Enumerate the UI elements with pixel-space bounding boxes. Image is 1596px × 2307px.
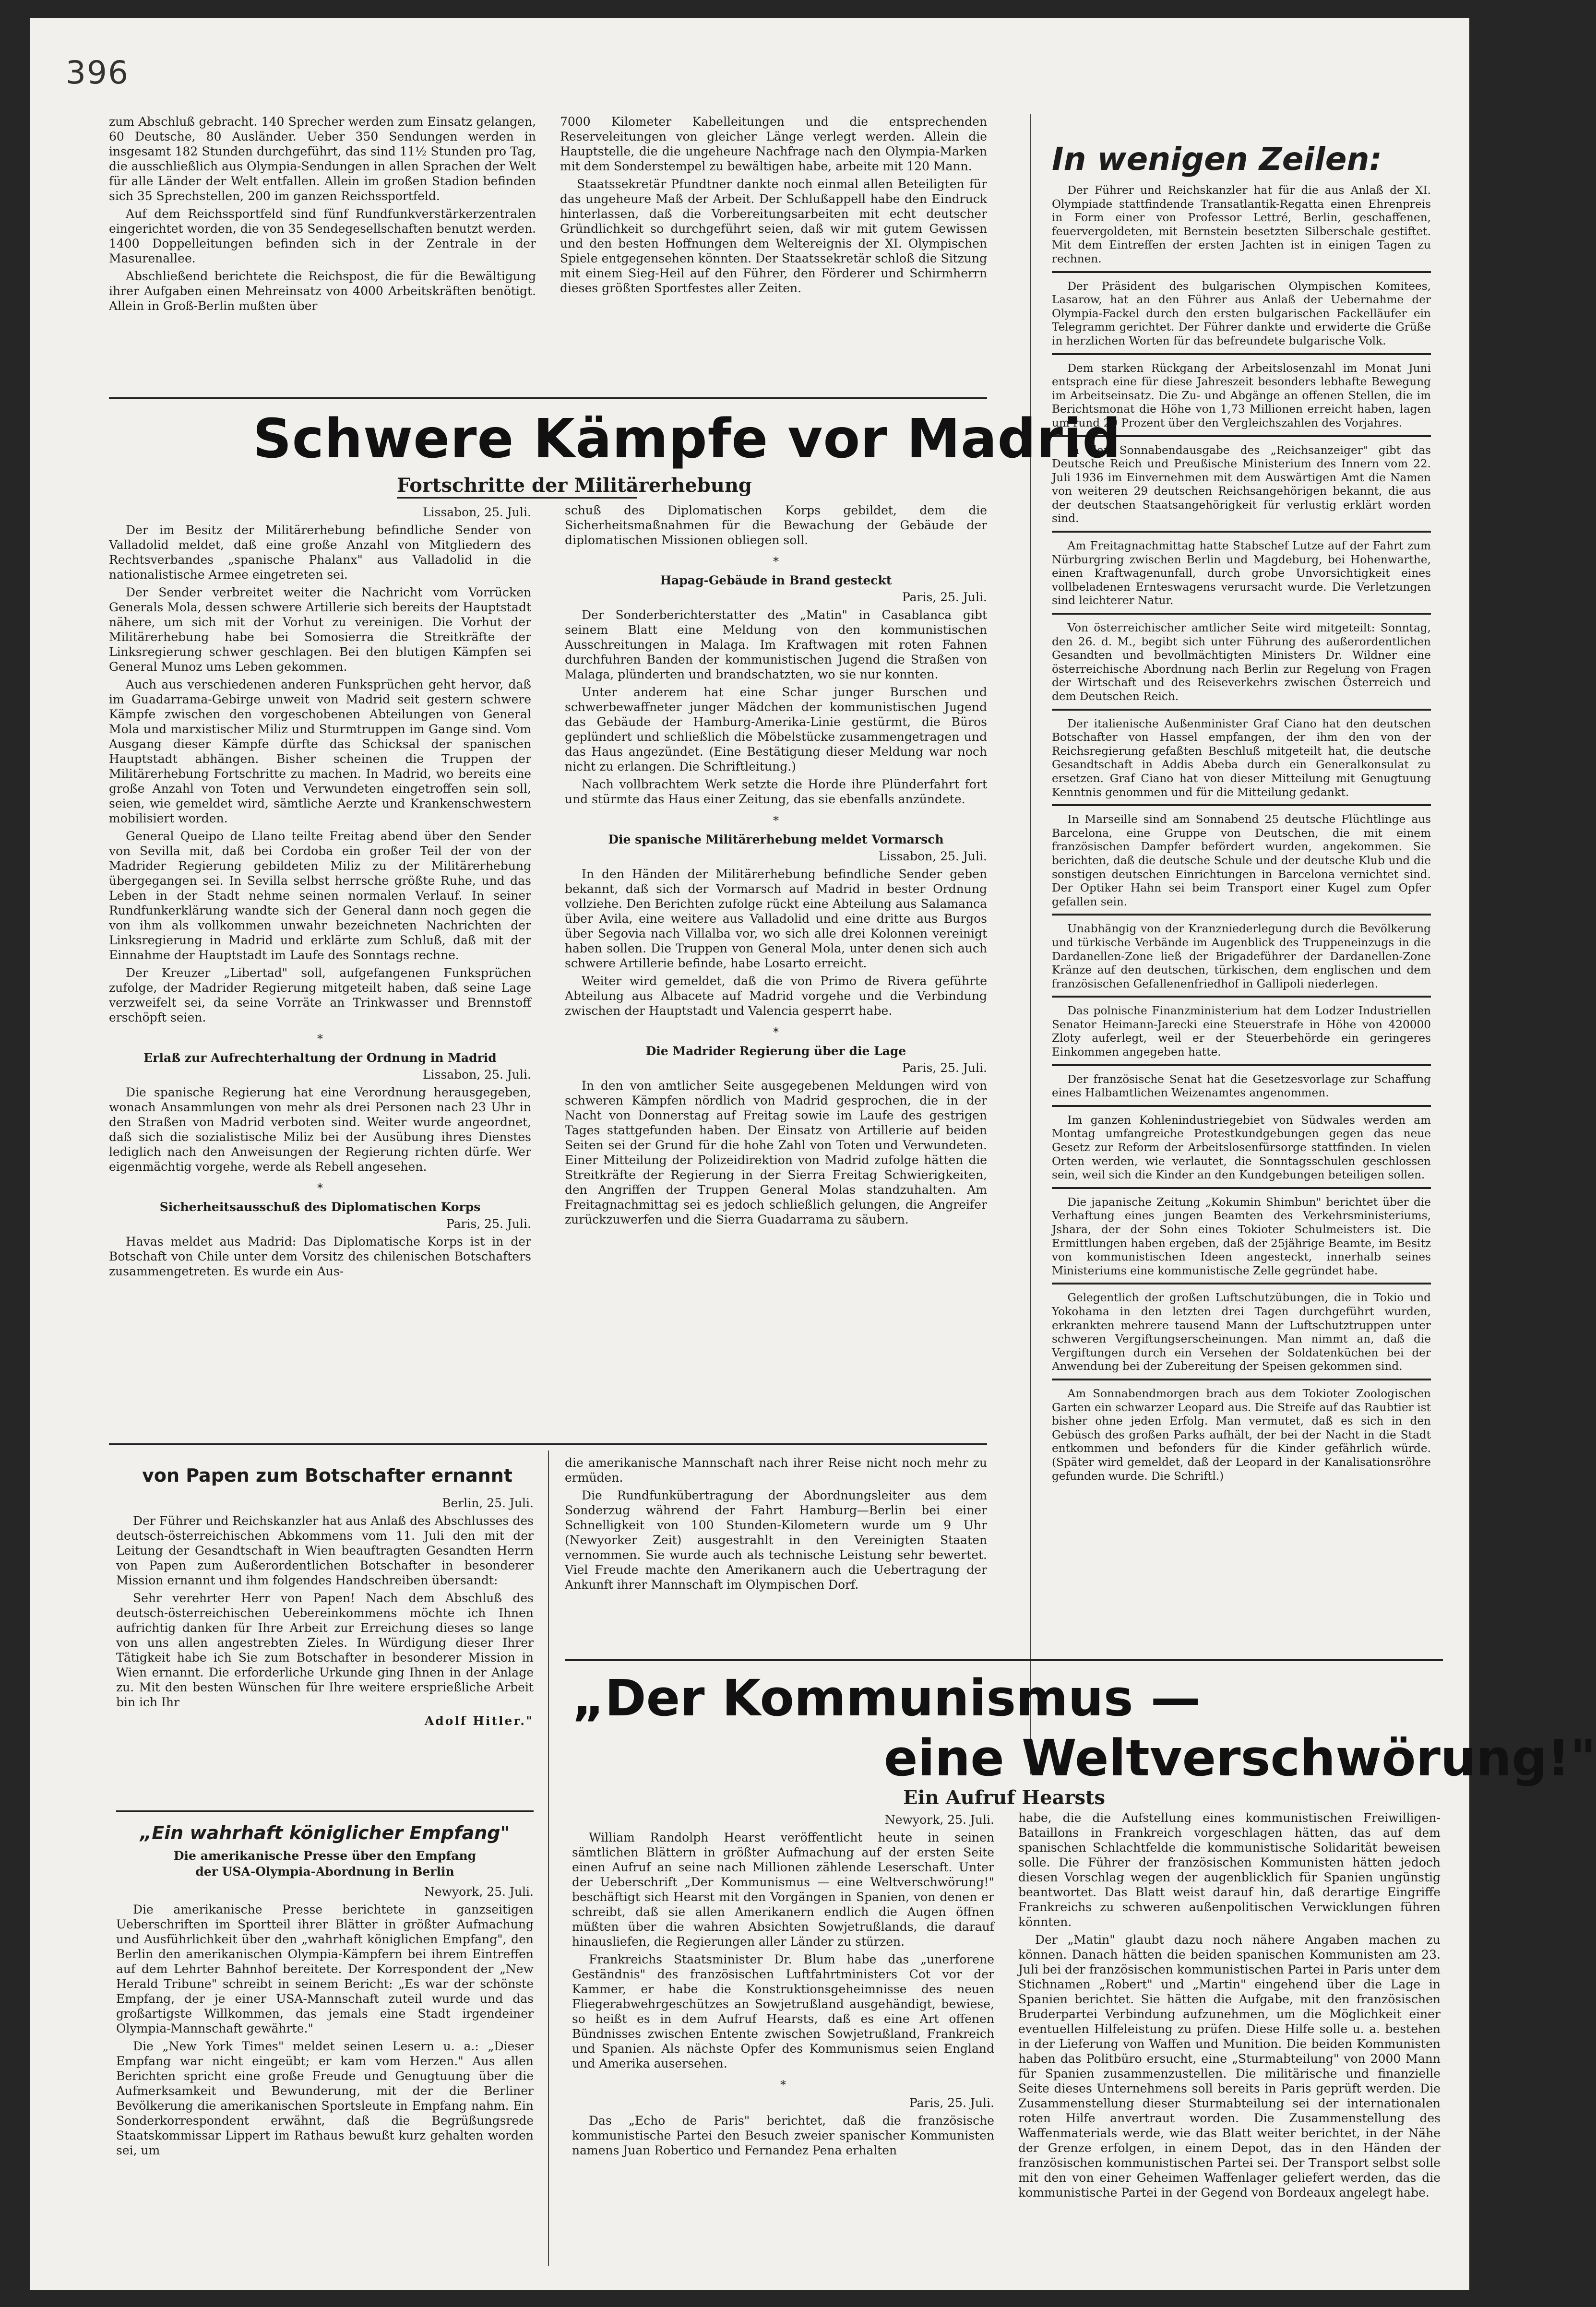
paragraph: Sehr verehrter Herr von Papen! Nach dem Abschluß des deutsch-österreichischen Uebereinkommens möchte ich Ihnen aufrichtig danken für Ihre Arbeit zur Erreichung dieses so lange von uns allen angestrebten Zieles. In Würdigung dieser Ihrer Tätigkeit habe ich Sie zum Botschafter in besonderer Mission in Wien ernannt. Die erforderliche Urkunde ging Ihnen in der Anlage zu. Mit den besten Wünschen für Ihre weitere ersprießliche Arbeit bin ich Ihr	[116, 1591, 534, 1709]
subheading: Erlaß zur Aufrechterhaltung der Ordnung in Madrid	[143, 1051, 497, 1065]
paragraph: Nach vollbrachtem Werk setzte die Horde ihre Plünderfahrt fort und stürmte das Haus einer Zeitung, das sie ebenfalls anzündete.	[565, 777, 987, 806]
paragraph: Der Führer und Reichskanzler hat für die aus Anlaß der XI. Olympiade stattfindende Transatlantik-Regatta einen Ehrenpreis in Form einer von Professor Lettré, Berlin, geschaffenen, feuervergoldeten, mit Bernstein besetzten Silberschale gestiftet. Mit dem Eintreffen der ersten Jachten ist in einigen Tagen zu rechnen.	[1052, 184, 1431, 265]
item-divider	[1052, 271, 1431, 273]
top-middle-column	[560, 114, 987, 298]
separator-asterisk: *	[773, 1025, 779, 1039]
item-divider	[1052, 1283, 1431, 1284]
paragraph: Der Sonderberichterstatter des „Matin" in Casablanca gibt seinem Blatt eine Meldung von den kommunistischen Ausschreitungen in Malaga. Im Kraftwagen mit roten Fahnen durchfuhren Banden der kommunistischen Jugend die Straßen von Malaga, plünderten und brandschatzten, wo sie nur konnten.	[565, 608, 987, 681]
subtitle-underline	[397, 497, 637, 499]
paragraph: In der Sonnabendausgabe des „Reichsanzeiger" gibt das Deutsche Reich und Preußische Ministerium des Innern vom 22. Juli 1936 im Einvernehmen mit dem Auswärtigen Amt die Namen von weiteren 29 deutschen Reichsangehörigen bekannt, die aus der deutschen Staatsangehörigkeit für verlustig erklärt worden sind.	[1052, 443, 1431, 525]
paragraph: Am Freitagnachmittag hatte Stabschef Lutze auf der Fahrt zum Nürburgring zwischen Berlin und Magdeburg, bei Hohenwarthe, einen Kraftwagenunfall, durch grobe Unvorsichtigkeit eines vollbeladenen Ernteswagens verursacht wurde. Die Verletzungen sind leichterer Natur.	[1052, 539, 1431, 607]
paragraph: habe, die die Aufstellung eines kommunistischen Freiwilligen-Bataillons in Frankreich vorgeschlagen hätten, das auf dem spanischen Schlachtfelde die kommunistische Solidarität beweisen solle. Die Führer der französischen Kommunisten hätten jedoch diesen Vorschlag wegen der augenblicklich für Spanien ungünstig beantwortet. Das Blatt weist darauf hin, daß derartige Eingriffe Frankreichs zu schweren außenpolitischen Verwicklungen führen könnten.	[1018, 1811, 1441, 1929]
paragraph: Der Präsident des bulgarischen Olympischen Komitees, Lasarow, hat an den Führer aus Anlaß der Uebernahme der Olympia-Fackel durch den ersten bulgarischen Fackelläufer ein Telegramm gerichtet. Der Führer dankte und erwiderte die Grüße in herzlichen Worten für das befreundete bulgarische Volk.	[1052, 279, 1431, 347]
column-divider	[548, 1451, 549, 2266]
item-divider	[1052, 1105, 1431, 1107]
empfang-column	[116, 1882, 534, 2161]
paragraph: Der im Besitz der Militärerhebung befindliche Sender von Valladolid meldet, daß eine große Anzahl von Mitgliedern des Rechtsverbandes „spanische Phalanx" aus Valladolid in die nationalistische Armee eingetreten sei.	[109, 523, 531, 582]
paragraph: Dem starken Rückgang der Arbeitslosenzahl im Monat Juni entsprach eine für diese Jahreszeit besonders lebhafte Bewegung im Arbeitseinsatz. Die Zu- und Abgänge an offenen Stellen, die im Berichtsmonat die Höhe von 1,73 Millionen erreicht haben, lagen um rund 20 Prozent über den Vergleichszahlen des Vorjahres.	[1052, 361, 1431, 429]
madrid-subtitle: Fortschritte der Militärerhebung	[397, 474, 752, 497]
paragraph: schuß des Diplomatischen Korps gebildet, dem die Sicherheitsmaßnahmen für die Bewachung der Gebäude der diplomatischen Missionen obliegen soll.	[565, 503, 987, 547]
papen-continuation	[565, 1455, 987, 1595]
dateline: Paris, 25. Juli.	[902, 1061, 987, 1075]
madrid-column-1	[109, 503, 531, 1282]
dateline: Berlin, 25. Juli.	[442, 1496, 534, 1510]
paragraph: die amerikanische Mannschaft nach ihrer Reise nicht noch mehr zu ermüden.	[565, 1456, 987, 1485]
item-divider	[1052, 353, 1431, 355]
paragraph: Abschließend berichtete die Reichspost, die für die Bewältigung ihrer Aufgaben einen Mehreinsatz von 4000 Arbeitskräften benötigt. Allein in Groß-Berlin mußten über	[109, 269, 536, 313]
dateline: Lissabon, 25. Juli.	[879, 849, 987, 863]
separator-asterisk: *	[773, 814, 779, 827]
item-divider	[1052, 613, 1431, 615]
item-divider	[1052, 531, 1431, 533]
separator-asterisk: *	[773, 555, 779, 568]
kommunismus-column-1	[572, 1810, 994, 2161]
item-divider	[1052, 996, 1431, 998]
paragraph: Die japanische Zeitung „Kokumin Shimbun" berichtet über die Verhaftung eines jungen Beamten des Verkehrsministeriums, Jshara, der der Sohn eines Tokioter Schulmeisters ist. Die Ermittlungen haben ergeben, daß der 25jährige Beamte, im Besitz von kommunistischen Ideen angesteckt, innerhalb seines Ministeriums eine kommunistische Zelle gegründet habe.	[1052, 1195, 1431, 1277]
paragraph: Das polnische Finanzministerium hat dem Lodzer Industriellen Senator Heimann-Jarecki eine Steuerstrafe in Höhe von 420000 Zloty auferlegt, weil er der Steuerbehörde ein geringeres Einkommen angegeben hatte.	[1052, 1004, 1431, 1059]
subheading: Die Madrider Regierung über die Lage	[645, 1044, 906, 1058]
section-rule	[116, 1810, 534, 1812]
separator-asterisk: *	[317, 1181, 323, 1195]
paragraph: Der „Matin" glaubt dazu noch nähere Angaben machen zu können. Danach hätten die beiden spanischen Kommunisten am 23. Juli bei der französischen kommunistischen Partei in Paris unter dem Stichnamen „Robert" und „Martin" eingehend über die Lage in Spanien berichtet. Sie hätten die Aufgabe, mit den französischen Bruderpartei Verbindung aufzunehmen, um die Möglichkeit einer eventuellen Hilfeleistung zu prüfen. Diese Hilfe solle u. a. bestehen in der Lieferung von Waffen und Munition. Die beiden Kommunisten haben das Politbüro ersucht, eine „Sturmabteilung" von 2000 Mann für Spanien zusammenzustellen. Die militärische und finanzielle Seite dieses Unternehmens soll bereits in Paris geprüft werden. Die Zusammenstellung dieser Sturmabteilung sei der internationalen roten Hilfe anvertraut worden. Die Zusammenstellung des Waffenmaterials werde, wie das Blatt weiter berichtet, in der Nähe der Grenze erfolgen, in einem Depot, das in den Händen der französischen kommunistischen Partei sei. Der Transport selbst solle mit den von einer Geheimen Waffenlager geliefert werden, das die kommunistische Partei in der Gegend von Bordeaux angelegt habe.	[1018, 1933, 1441, 2200]
papen-column	[116, 1494, 534, 1728]
paragraph: Weiter wird gemeldet, daß die von Primo de Rivera geführte Abteilung aus Albacete auf Madrid vorgehe und die Verbindung zwischen der Hauptstadt und Valencia gesperrt habe.	[565, 974, 987, 1018]
dateline: Paris, 25. Juli.	[909, 2096, 994, 2110]
zeilen-title: In wenigen Zeilen:	[1052, 141, 1382, 178]
item-divider	[1052, 709, 1431, 711]
paragraph: Havas meldet aus Madrid: Das Diplomatische Korps ist in der Botschaft von Chile unter dem Vorsitz des chilenischen Botschafters zusammengetreten. Es wurde ein Aus-	[109, 1235, 531, 1278]
dateline: Paris, 25. Juli.	[902, 590, 987, 604]
newspaper-page	[30, 18, 1596, 2290]
paragraph: Das „Echo de Paris" berichtet, daß die französische kommunistische Partei den Besuch zweier spanischer Kommunisten namens Juan Robertico und Fernandez Pena erhalten	[572, 2114, 994, 2157]
madrid-column-2	[565, 503, 987, 1230]
section-rule	[109, 1443, 987, 1445]
section-rule	[565, 1659, 1443, 1661]
item-divider	[1052, 914, 1431, 916]
item-divider	[1052, 804, 1431, 806]
kommunismus-subtitle: Ein Aufruf Hearsts	[903, 1786, 1106, 1809]
dateline: Lissabon, 25. Juli.	[423, 505, 531, 519]
signature: Adolf Hitler."	[424, 1714, 534, 1728]
dateline: Lissabon, 25. Juli.	[423, 1068, 531, 1082]
paragraph: Der französische Senat hat die Gesetzesvorlage zur Schaffung eines Halbamtlichen Weizenamtes angenommen.	[1052, 1072, 1431, 1100]
paragraph: Staatssekretär Pfundtner dankte noch einmal allen Beteiligten für das ungeheure Maß der Arbeit. Der Schlußappell habe den Eindruck hinterlassen, daß die Vorbereitungsarbeiten mit echt deutscher Gründlichkeit so durchgeführt seien, daß wir mit gutem Gewissen und den besten Hoffnungen dem Weltereignis der XI. Olympischen Spiele entgegensehen könnten. Der Staatssekretär schloß die Sitzung mit einem Sieg-Heil auf den Führer, den Förderer und Schirmherrn dieses größten Sportfestes aller Zeiten.	[560, 177, 987, 295]
paragraph: Die spanische Regierung hat eine Verordnung herausgegeben, wonach Ansammlungen von mehr als drei Personen nach 23 Uhr in den Straßen von Madrid verboten sind. Weiter wurde angeordnet, daß sich die sozialistische Miliz bei der Ausübung ihres Dienstes lediglich nach den Anweisungen der Regierung richten dürfe. Wer eigenmächtig vorgehe, werde als Rebell angesehen.	[109, 1085, 531, 1174]
paragraph: Von österreichischer amtlicher Seite wird mitgeteilt: Sonntag, den 26. d. M., begibt sich unter Führung des außerordentlichen Gesandten und bevollmächtigten Ministers Dr. Wildner eine österreichische Abordnung nach Berlin zur Regelung von Fragen der Wirtschaft und des Reiseverkehrs zwischen Österreich und dem Deutschen Reich.	[1052, 621, 1431, 703]
paragraph: Im ganzen Kohlenindustriegebiet von Südwales werden am Montag umfangreiche Protestkundgebungen gegen das neue Gesetz zur Reform der Arbeitslosenfürsorge stattfinden. In vielen Orten werden, wie verlautet, die Sonntagsschulen geschlossen sein, weil sich die Kinder an den Kundgebungen beteiligen sollen.	[1052, 1113, 1431, 1182]
paragraph: Gelegentlich der großen Luftschutzübungen, die in Tokio und Yokohama in den letzten drei Tagen durchgeführt wurden, erkrankten mehrere tausend Mann der Luftschutztruppen unter schweren Vergiftungserscheinungen. Man nimmt an, daß die Vergiftungen durch ein Versehen der Soldatenküchen bei der Anwendung bei der Zubereitung der Speisen gekommen sind.	[1052, 1291, 1431, 1373]
empfang-headline: „Ein wahrhaft königlicher Empfang"	[140, 1822, 510, 1843]
subheading: Die spanische Militärerhebung meldet Vormarsch	[608, 832, 944, 846]
paragraph: Unter anderem hat eine Schar junger Burschen und schwerbewaffneter junger Mädchen der kommunistischen Jugend das Gebäude der Hamburg-Amerika-Linie gestürmt, die Büros geplündert und schließlich die Möbelstücke zusammengetragen und das Haus angezündet. (Eine Bestätigung dieser Meldung war noch nicht zu erlangen. Die Schriftleitung.)	[565, 685, 987, 773]
top-left-column	[109, 114, 536, 316]
kommunismus-headline-2: eine Weltverschwörung!"	[884, 1729, 1596, 1787]
empfang-sub1: Die amerikanische Presse über den Empfang	[173, 1849, 476, 1863]
madrid-headline: Schwere Kämpfe vor Madrid	[253, 408, 1121, 470]
column-divider	[1030, 114, 1031, 1774]
paragraph: Der Kreuzer „Libertad" soll, aufgefangenen Funksprüchen zufolge, der Madrider Regierung mitgeteilt haben, daß seine Lage verzweifelt sei, da seine Vorräte an Trinkwasser und Brennstoff erschöpft seien.	[109, 966, 531, 1024]
paragraph: General Queipo de Llano teilte Freitag abend über den Sender von Sevilla mit, daß bei Cordoba ein großer Teil der von der Madrider Regierung gebildeten Miliz zu der Militärerhebung übergegangen sei. In Sevilla selbst herrsche größte Ruhe, und das Leben in der Stadt nehme seinen normalen Verlauf. In seiner Rundfunkerklärung wandte sich der General dann noch gegen die von ihm als vollkommen unwahr bezeichneten Nachrichten der Linksregierung in Madrid und erklärte zum Schluß, daß mit der Einnahme der Hauptstadt im Laufe des Sonntags rechne.	[109, 829, 531, 962]
separator-asterisk: *	[780, 2078, 786, 2092]
dateline: Newyork, 25. Juli.	[884, 1813, 994, 1827]
headline-rule	[109, 397, 987, 399]
paragraph: In den Händen der Militärerhebung befindliche Sender geben bekannt, daß sich der Vormarsch auf Madrid in bester Ordnung vollziehe. Den Berichten zufolge rückt eine Abteilung aus Salamanca über Avila, eine weitere aus Valladolid und eine dritte aus Burgos über Segovia nach Villalba vor, wo sich alle drei Kolonnen vereinigt haben sollen. Die Truppen von General Mola, unter denen sich auch schwere Artillerie befinde, habe Losarto erreicht.	[565, 867, 987, 970]
paragraph: Am Sonnabendmorgen brach aus dem Tokioter Zoologischen Garten ein schwarzer Leopard aus. Die Streife auf das Raubtier ist bisher ohne jeden Erfolg. Man vermutet, daß es sich in den Gebüsch des großen Parks aufhält, der bei der Nacht in die Stadt entkommen und befonders für die Kinder gefährlich würde. (Später wird gemeldet, daß der Leopard in der Kanalisationsröhre gefunden wurde. Die Schriftl.)	[1052, 1387, 1431, 1483]
paragraph: In Marseille sind am Sonnabend 25 deutsche Flüchtlinge aus Barcelona, eine Gruppe von Deutschen, die mit einem französischen Dampfer befördert wurden, angekommen. Sie berichten, daß die deutsche Schule und der deutsche Klub und die sonstigen deutschen Einrichtungen in Barcelona vernichtet sind. Der Optiker Hahn sei beim Transport einer Kugel zum Opfer gefallen sein.	[1052, 813, 1431, 908]
paragraph: Der italienische Außenminister Graf Ciano hat den deutschen Botschafter von Hassel empfangen, der ihm den von der Reichsregierung gefaßten Beschluß mitgeteilt hat, die deutsche Gesandtschaft in Addis Abeba durch ein Generalkonsulat zu ersetzen. Graf Ciano hat von dieser Mitteilung mit Genugtuung Kenntnis genommen und für die Mitteilung gedankt.	[1052, 717, 1431, 799]
kommunismus-headline-1: „Der Kommunismus —	[572, 1669, 1201, 1727]
paragraph: zum Abschluß gebracht. 140 Sprecher werden zum Einsatz gelangen, 60 Deutsche, 80 Ausländer. Ueber 350 Sendungen werden in insgesamt 182 Stunden durchgeführt, das sind 11½ Stunden pro Tag, die ausschließlich aus Olympia-Sendungen in allen Sprachen der Welt für alle Länder der Welt entfallen. Allein im großen Stadion befinden sich 35 Sprechstellen, 200 im ganzen Reichssportfeld.	[109, 115, 536, 203]
item-divider	[1052, 1064, 1431, 1066]
paragraph: William Randolph Hearst veröffentlicht heute in seinen sämtlichen Blättern in größter Aufmachung auf der ersten Seite einen Aufruf an seine nach Millionen zählende Leserschaft. Unter der Ueberschrift „Der Kommunismus — eine Weltverschwörung!" beschäftigt sich Hearst mit den Vorgängen in Spanien, von denen er schreibt, daß sie allen Amerikanern endlich die Augen öffnen müßten über die wahren Absichten Sowjetrußlands, die darauf hinausliefen, die Regierungen aller Länder zu stürzen.	[572, 1831, 994, 1949]
paragraph: Die „New York Times" meldet seinen Lesern u. a.: „Dieser Empfang war nicht eingeübt; er kam vom Herzen." Aus allen Berichten spricht eine große Freude und Genugtuung über die Aufmerksamkeit und Bewunderung, mit der die Berliner Bevölkerung die amerikanischen Sportsleute in Empfang nahm. Ein Sonderkorrespondent erwähnt, daß die Begrüßungsrede Staatskommissar Lippert im Rathaus bewußt kurz gehalten worden sei, um	[116, 2039, 534, 2157]
paragraph: Frankreichs Staatsminister Dr. Blum habe das „unerforene Geständnis" des französischen Luftfahrtministers Cot vor der Kammer, er habe die Konstruktionsgeheimnisse des neuen Fliegerabwehrgeschützes an Sowjetrußland ausgehändigt, bewiese, so heißt es in dem Aufruf Hearsts, daß es eine Art offenen Bündnisses zwischen Entente zwischen Sowjetrußland, Frankreich und Spanien. Als nächste Opfer des Kommunismus seien England und Amerika ausersehen.	[572, 1952, 994, 2070]
item-divider	[1052, 1187, 1431, 1189]
subheading: Sicherheitsausschuß des Diplomatischen Korps	[159, 1200, 481, 1214]
paragraph: Die amerikanische Presse berichtete in ganzseitigen Ueberschriften im Sportteil ihrer Blätter in größter Aufmachung und Ausführlichkeit über den „wahrhaft königlichen Empfang", den Berlin den amerikanischen Olympia-Kämpfern bei ihrem Eintreffen auf dem Lehrter Bahnhof bereitete. Der Korrespondent der „New Herald Tribune" schreibt in seinem Bericht: „Es war der schönste Empfang, der je einer USA-Mannschaft zuteil wurde und das großartigste Willkommen, das jemals eine Stadt irgendeiner Olympia-Mannschaft gewährte."	[116, 1903, 534, 2035]
dateline: Paris, 25. Juli.	[446, 1217, 531, 1231]
kommunismus-column-2	[1018, 1810, 1441, 2203]
papen-headline: von Papen zum Botschafter ernannt	[142, 1465, 512, 1486]
paragraph: In den von amtlicher Seite ausgegebenen Meldungen wird von schweren Kämpfen nördlich von Madrid gesprochen, die in der Nacht von Donnerstag auf Freitag sowie im Laufe des gestrigen Tages stattgefunden haben. Der Einsatz von Artillerie auf beiden Seiten sei der Grund für die hohe Zahl von Toten und Verwundeten. Einer Mitteilung der Polizeidirektion von Madrid zufolge hätten die Streitkräfte der Regierung in der Sierra Freitag Schwierigkeiten, den Angriffen der Truppen General Molas standzuhalten. Am Freitagnachmittag sei es jedoch schließlich gelungen, die Angreifer zurückzuwerfen und die Sierra Guadarrama zu säubern.	[565, 1079, 987, 1226]
paragraph: Der Führer und Reichskanzler hat aus Anlaß des Abschlusses des deutsch-österreichischen Abkommens vom 11. Juli den mit der Leitung der Gesandtschaft in Wien beauftragten Gesandten Herrn von Papen zum Außerordentlichen Botschafter in besonderer Mission ernannt und ihm folgendes Handschreiben übersandt:	[116, 1514, 534, 1587]
paragraph: Auf dem Reichssportfeld sind fünf Rundfunkverstärkerzentralen eingerichtet worden, die von 35 Sendegesellschaften benutzt werden. 1400 Doppelleitungen befinden sich in der Zentrale in der Masurenallee.	[109, 207, 536, 265]
paragraph: Unabhängig von der Kranzniederlegung durch die Bevölkerung und türkische Verbände im Augenblick des Truppeneinzugs in die Dardanellen-Zone ließ der Brigadeführer der Dardanellen-Zone Kränze auf den deutschen, türkischen, dem englischen und dem französischen Gefallenenfriedhof in Gallipoli niederlegen.	[1052, 922, 1431, 990]
subheading: Hapag-Gebäude in Brand gesteckt	[660, 573, 892, 587]
paragraph: Der Sender verbreitet weiter die Nachricht vom Vorrücken Generals Mola, dessen schwere Artillerie sich bereits der Hauptstadt nähere, um sich mit der Vorhut zu vereinigen. Die Vorhut der Militärerhebung habe bei Somosierra die Streitkräfte der Linksregierung schwer geschlagen. Bei den blutigen Kämpfen sei General Munoz ums Leben gekommen.	[109, 585, 531, 674]
dateline: Newyork, 25. Juli.	[424, 1885, 534, 1899]
paragraph: Die Rundfunkübertragung der Abordnungsleiter aus dem Sonderzug während der Fahrt Hamburg—Berlin bei einer Schnelligkeit von 100 Stunden-Kilometern wurde um 9 Uhr (Newyorker Zeit) ausgestrahlt in den Vereinigten Staaten vernommen. Sie wurde auch als technische Leistung sehr bewertet. Viel Freude machte den Amerikanern auch die Uebertragung der Ankunft ihrer Mannschaft im Olympischen Dorf.	[565, 1488, 987, 1592]
paragraph: 7000 Kilometer Kabelleitungen und die entsprechenden Reserveleitungen von gleicher Länge verlegt werden. Allein die Hauptstelle, die die ungeheure Nachfrage nach den Olympia-Marken mit dem Sonderstempel zu bewältigen habe, arbeite mit 120 Mann.	[560, 115, 987, 173]
separator-asterisk: *	[317, 1032, 323, 1046]
page-number: 396	[66, 54, 129, 91]
item-divider	[1052, 1379, 1431, 1380]
empfang-sub2: der USA-Olympia-Abordnung in Berlin	[195, 1865, 454, 1879]
zeilen-column	[1052, 184, 1431, 1486]
paragraph: Auch aus verschiedenen anderen Funksprüchen geht hervor, daß im Guadarrama-Gebirge unweit von Madrid seit gestern schwere Kämpfe zwischen den vorgeschobenen Abteilungen von General Mola und marxistischer Miliz und Sturmtruppen im Gange sind. Vom Ausgang dieser Kämpfe dürfte das Schicksal der spanischen Hauptstadt abhängen. Bisher scheinen die Truppen der Militärerhebung Fortschritte zu machen. In Madrid, wo bereits eine große Anzahl von Toten und Verwundeten eingetroffen sein soll, seien, wie gemeldet wird, sämtliche Aerzte und Krankenschwestern mobilisiert worden.	[109, 678, 531, 825]
